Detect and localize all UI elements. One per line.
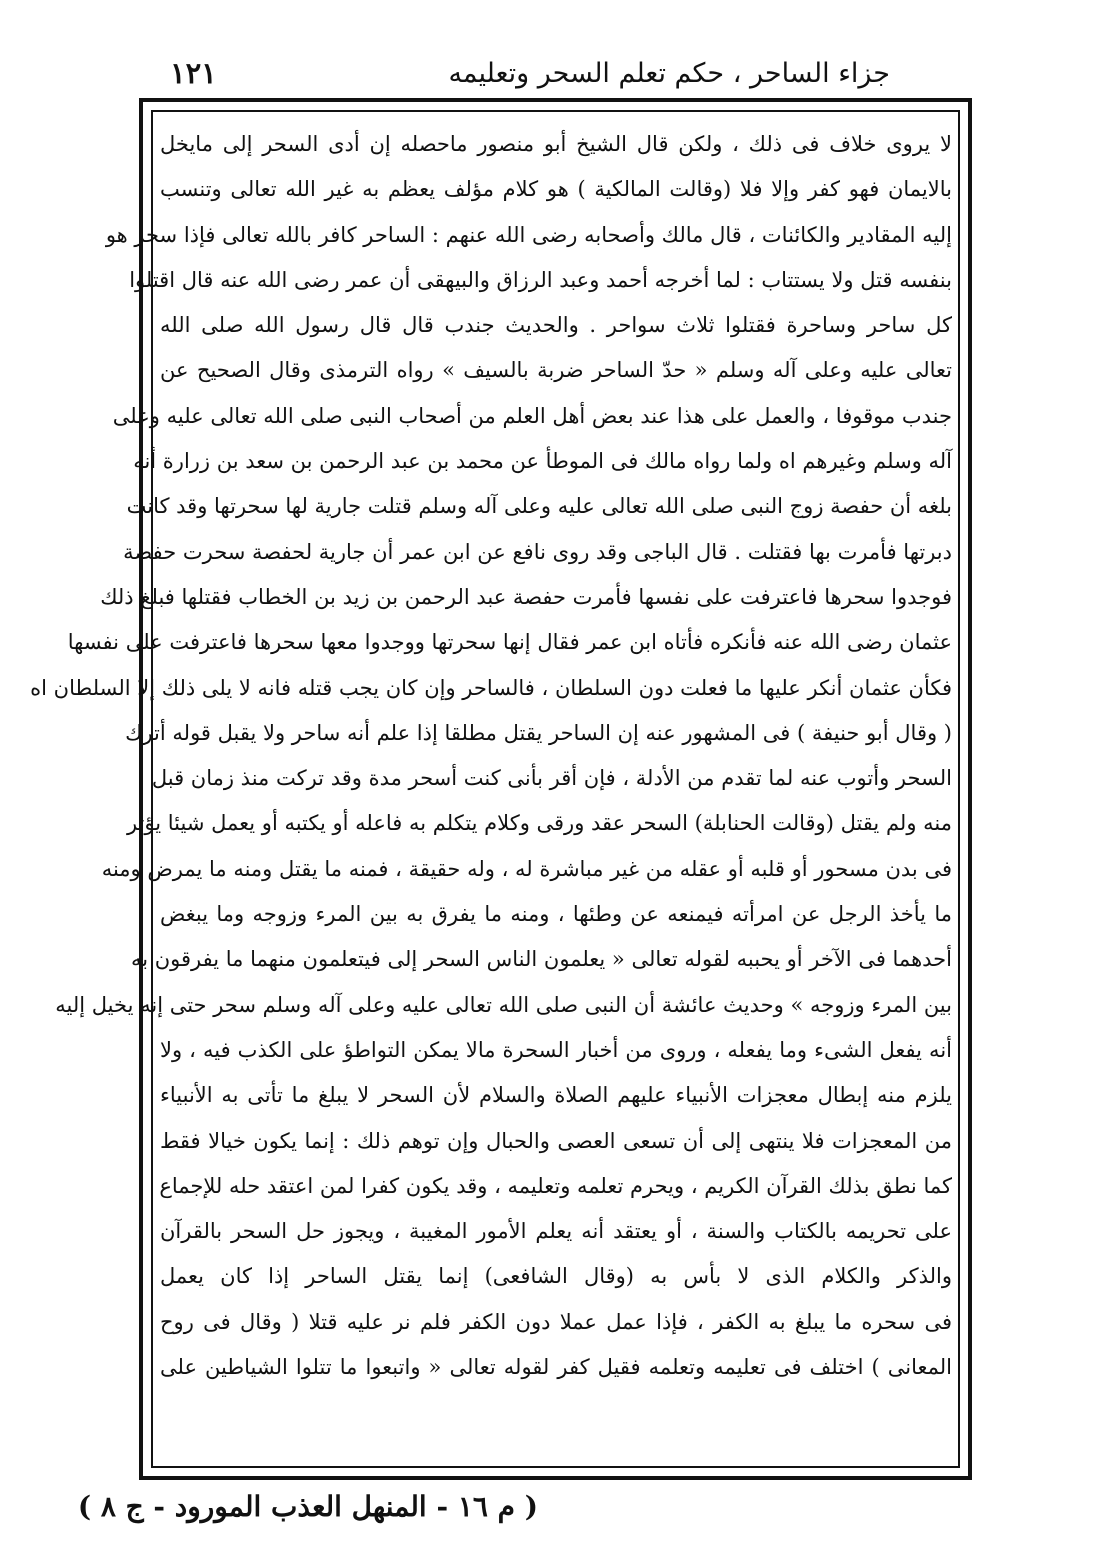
text-line: يلزم منه إبطال معجزات الأنبياء عليهم الصلاة والسلام لأن السحر لا يبلغ ما تأتى به الأنبياء xyxy=(160,1083,952,1108)
text-line: ( وقال أبو حنيفة ) فى المشهور عنه إن الساحر يقتل مطلقا إذا علم أنه ساحر ولا يقبل قوله أترك xyxy=(125,720,952,745)
text-line: ما يأخذ الرجل عن امرأته فيمنعه عن وطئها ، ومنه ما يفرق به بين المرء وزوجه وما يبغض xyxy=(160,902,952,927)
text-line: المعانى ) اختلف فى تعليمه وتعلمه فقيل كفر لقوله تعالى « واتبعوا ما تتلوا الشياطين على xyxy=(160,1355,952,1380)
text-line: أحدهما فى الآخر أو يحببه لقوله تعالى « يعلمون الناس السحر إلى فيتعلمون منهما ما يفرقون به xyxy=(130,947,952,972)
running-title: جزاء الساحر ، حكم تعلم السحر وتعليمه xyxy=(448,58,890,89)
body-text xyxy=(30,122,952,1390)
text-line: فى بدن مسحور أو قلبه أو عقله من غير مباشرة له ، وله حقيقة ، فمنه ما يقتل ومنه ما يمرض ومنه xyxy=(101,856,952,881)
text-line: فكأن عثمان أنكر عليها ما فعلت دون السلطان ، فالساحر وإن كان يجب قتله فانه لا يلى ذلك إلا السلطان اه xyxy=(30,675,952,700)
text-line: منه ولم يقتل (وقالت الحنابلة) السحر عقد ورقى وكلام يتكلم به فاعله أو يكتبه أو يعمل شيئا يؤثر xyxy=(126,811,952,836)
volume-reference: ( م ١٦ - المنهل العذب المورود - ج ٨ ) xyxy=(77,1490,538,1523)
text-line: بنفسه قتل ولا يستتاب : لما أخرجه أحمد وعبد الرزاق والبيهقى أن عمر رضى الله عنه قال اقتلوا xyxy=(129,267,952,292)
text-line: والذكر والكلام الذى لا بأس به (وقال الشافعى) إنما يقتل الساحر إذا كان يعمل xyxy=(160,1264,952,1289)
text-line: دبرتها فأمرت بها فقتلت . قال الباجى وقد روى نافع عن ابن عمر أن جارية لحفصة سحرت حفصة xyxy=(123,539,952,564)
text-line: كل ساحر وساحرة فقتلوا ثلاث سواحر . والحديث جندب قال قال رسول الله صلى الله xyxy=(160,313,952,338)
text-line: جندب موقوفا ، والعمل على هذا عند بعض أهل العلم من أصحاب النبى صلى الله تعالى عليه وعلى xyxy=(112,403,952,428)
text-line: السحر وأتوب عنه لما تقدم من الأدلة ، فإن أقر بأنى كنت أسحر مدة وقد تركت منذ زمان قبل xyxy=(151,766,952,791)
text-line: عثمان رضى الله عنه فأنكره فأتاه ابن عمر فقال إنها سحرتها ووجدوا معها سحرها فاعترفت على نفسها xyxy=(67,630,952,655)
text-line: بين المرء وزوجه » وحديث عائشة أن النبى صلى الله تعالى عليه وعلى آله وسلم سحر حتى إنه يخيل إليه xyxy=(55,992,952,1017)
text-line: بالايمان فهو كفر وإلا فلا (وقالت المالكية ) هو كلام مؤلف يعظم به غير الله تعالى وتنسب xyxy=(160,177,952,202)
text-line: إليه المقادير والكائنات ، قال مالك وأصحابه رضى الله عنهم : الساحر كافر بالله تعالى فإذا سحر هو xyxy=(105,222,952,247)
page-number: ١٢١ xyxy=(170,56,217,90)
text-line: فوجدوا سحرها فاعترفت على نفسها فأمرت حفصة عبد الرحمن بن زيد بن الخطاب فقتلها فبلغ ذلك xyxy=(100,584,952,609)
text-line: على تحريمه بالكتاب والسنة ، أو يعتقد أنه يعلم الأمور المغيبة ، ويجوز حل السحر بالقرآن xyxy=(160,1219,952,1244)
text-line: آله وسلم وغيرهم اه ولما رواه مالك فى الموطأ عن محمد بن عبد الرحمن بن سعد بن زرارة أنه xyxy=(133,449,952,474)
text-line: لا يروى خلاف فى ذلك ، ولكن قال الشيخ أبو منصور ماحصله إن أدى السحر إلى مايخل xyxy=(160,132,952,156)
text-line: كما نطق بذلك القرآن الكريم ، ويحرم تعلمه وتعليمه ، وقد يكون كفرا لمن اعتقد حله للإجماع xyxy=(159,1173,952,1198)
text-line: فى سحره ما يبلغ به الكفر ، فإذا عمل عملا دون الكفر فلم نر عليه قتلا ( وقال فى روح xyxy=(160,1309,952,1334)
text-line: بلغه أن حفصة زوج النبى صلى الله تعالى عليه وعلى آله وسلم قتلت جارية لها سحرتها وقد كانت xyxy=(126,494,952,519)
text-line: تعالى عليه وعلى آله وسلم « حدّ الساحر ضربة بالسيف » رواه الترمذى وقال الصحيح عن xyxy=(160,358,952,383)
text-line: أنه يفعل الشىء وما يفعله ، وروى من أخبار السحرة مالا يمكن التواطؤ على الكذب فيه ، ولا xyxy=(160,1037,952,1062)
page-header xyxy=(130,52,950,102)
text-line: من المعجزات فلا ينتهى إلى أن تسعى العصى والحبال وإن توهم ذلك : إنما يكون خيالا فقط xyxy=(160,1128,952,1153)
